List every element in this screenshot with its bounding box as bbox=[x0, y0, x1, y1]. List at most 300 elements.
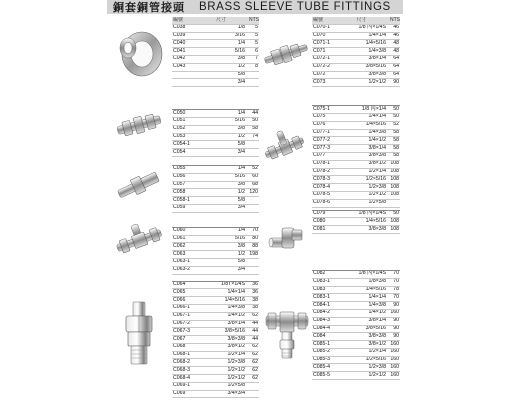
table-row bbox=[172, 320, 259, 328]
part-size: 1/8 內×1/4S bbox=[336, 24, 389, 32]
table-row bbox=[312, 341, 400, 349]
part-code: C072-1 bbox=[312, 55, 336, 63]
table-row bbox=[312, 176, 400, 184]
part-size: 1/4×3/8 bbox=[196, 304, 248, 312]
part-nts: 46 bbox=[389, 24, 400, 32]
part-code: C061 bbox=[172, 235, 196, 243]
part-nts: 80 bbox=[248, 235, 259, 243]
table-row bbox=[172, 266, 259, 274]
table-row bbox=[172, 367, 259, 375]
part-code: C050 bbox=[172, 110, 196, 118]
part-size: 3/4 bbox=[196, 204, 248, 212]
part-size: 3/8 bbox=[196, 181, 248, 189]
table-row bbox=[312, 137, 400, 145]
part-nts: 58 bbox=[248, 125, 259, 133]
part-size: 5/16 bbox=[196, 48, 248, 56]
table-row bbox=[312, 24, 400, 32]
part-size: 3/8×1/2 bbox=[336, 341, 389, 349]
table-row bbox=[172, 110, 259, 118]
spacer-cell bbox=[312, 233, 400, 270]
part-code: C055 bbox=[172, 165, 196, 173]
table-row bbox=[172, 351, 259, 359]
part-nts: 60 bbox=[248, 173, 259, 181]
part-size: 3/8×5/16 bbox=[336, 325, 389, 333]
male-connector-icon bbox=[115, 168, 163, 202]
part-size: 1/2×1/2 bbox=[336, 191, 389, 199]
table-row bbox=[172, 149, 259, 157]
table-row bbox=[172, 181, 259, 189]
part-code: C051 bbox=[172, 117, 196, 125]
table-row bbox=[312, 40, 400, 48]
part-size: 1/4×1/4 bbox=[336, 32, 389, 40]
part-code: C083 bbox=[312, 286, 336, 294]
table-row bbox=[312, 325, 400, 333]
part-code: C041 bbox=[172, 48, 196, 56]
part-size: 1/2×5/8 bbox=[196, 382, 248, 390]
table-row bbox=[172, 32, 259, 40]
part-nts: 44 bbox=[248, 320, 259, 328]
part-size: 1/8 內×1/4 bbox=[336, 106, 389, 114]
part-code: C040 bbox=[172, 40, 196, 48]
part-nts bbox=[248, 79, 259, 87]
table-row bbox=[312, 63, 400, 71]
table-row bbox=[312, 218, 400, 226]
left-fittings-table bbox=[172, 17, 259, 398]
part-code: C067-1 bbox=[172, 312, 196, 320]
straight-union-icon bbox=[115, 110, 163, 140]
part-nts bbox=[248, 71, 259, 79]
part-nts bbox=[248, 390, 259, 398]
header-code: 編號 bbox=[312, 17, 336, 24]
table-row bbox=[172, 382, 259, 390]
part-code: C058 bbox=[172, 189, 196, 197]
table-row bbox=[172, 390, 259, 398]
part-size: 1/8 bbox=[196, 24, 248, 32]
male-connector-picture bbox=[115, 168, 163, 202]
part-code: C085-4 bbox=[312, 364, 336, 372]
table-row bbox=[172, 312, 259, 320]
straight-union-picture bbox=[115, 110, 163, 140]
part-nts: 198 bbox=[249, 250, 258, 257]
part-nts: 64 bbox=[389, 63, 400, 71]
part-nts: 5 bbox=[248, 24, 259, 32]
part-code: C078-1 bbox=[312, 160, 336, 168]
header-size: 尺寸 bbox=[196, 17, 248, 24]
part-size: 1/2×1/2 bbox=[336, 372, 389, 380]
part-code: C059 bbox=[172, 204, 196, 212]
part-nts: 160 bbox=[390, 363, 399, 370]
table-row bbox=[172, 359, 259, 367]
part-nts bbox=[389, 199, 400, 207]
part-size: 3/8×1/4 bbox=[336, 55, 389, 63]
part-code: C066 bbox=[172, 297, 196, 305]
table-row bbox=[172, 55, 259, 63]
part-code: C066-1 bbox=[172, 304, 196, 312]
part-size: 1/4×3/8 bbox=[336, 302, 389, 310]
part-nts: 62 bbox=[248, 343, 259, 351]
table-row bbox=[312, 191, 400, 199]
table-row bbox=[172, 189, 259, 197]
tee-union-icon bbox=[114, 222, 164, 258]
part-code: C068 bbox=[172, 343, 196, 351]
part-code: C063 bbox=[172, 251, 196, 259]
part-nts: 62 bbox=[248, 351, 259, 359]
part-code: C085-3 bbox=[312, 356, 336, 364]
block-spacer bbox=[312, 87, 400, 106]
table-row bbox=[172, 281, 259, 289]
table-row bbox=[312, 121, 400, 129]
part-code: C063-2 bbox=[172, 266, 196, 274]
part-nts: 50 bbox=[389, 113, 400, 121]
part-code: C078-2 bbox=[312, 168, 336, 176]
spacer-cell bbox=[172, 87, 259, 110]
table-row bbox=[172, 243, 259, 251]
part-size: 5/16 bbox=[196, 235, 248, 243]
spacer-cell bbox=[172, 212, 259, 227]
part-size: 1/4 bbox=[196, 110, 248, 118]
branch-tee-icon bbox=[262, 126, 310, 166]
table-header-row bbox=[312, 17, 400, 24]
male-elbow-picture bbox=[264, 304, 310, 370]
part-nts: 58 bbox=[389, 145, 400, 153]
table-row bbox=[312, 210, 400, 218]
table-row bbox=[312, 184, 400, 192]
spacer-cell bbox=[172, 274, 259, 281]
part-nts: 160 bbox=[390, 348, 399, 355]
part-nts: 50 bbox=[248, 117, 259, 125]
table-row bbox=[312, 55, 400, 63]
part-nts: 44 bbox=[248, 328, 259, 336]
part-code: C068-1 bbox=[172, 351, 196, 359]
part-nts: 62 bbox=[248, 375, 259, 383]
spacer-cell bbox=[312, 87, 400, 106]
part-nts: 90 bbox=[389, 79, 400, 87]
part-code: C085-1 bbox=[312, 341, 336, 349]
part-nts: 36 bbox=[248, 281, 259, 289]
part-code: C053 bbox=[172, 133, 196, 141]
part-size: 1/4×5/16 bbox=[336, 121, 389, 129]
block-spacer bbox=[172, 274, 259, 281]
title-chinese: 銅套銅管接頭 bbox=[113, 1, 185, 14]
table-row bbox=[312, 79, 400, 87]
part-nts: 58 bbox=[389, 129, 400, 137]
table-row bbox=[312, 145, 400, 153]
part-size: 3/8×1/2 bbox=[336, 160, 389, 168]
part-size: 3/4 bbox=[196, 149, 248, 157]
title-english: BRASS SLEEVE TUBE FITTINGS bbox=[199, 1, 391, 13]
tee-union-picture bbox=[114, 222, 164, 258]
table-row bbox=[172, 336, 259, 344]
part-code: C063-1 bbox=[172, 258, 196, 266]
table-row bbox=[312, 364, 400, 372]
part-code: C054 bbox=[172, 149, 196, 157]
part-size: 3/4 bbox=[196, 79, 248, 87]
part-nts: 160 bbox=[390, 309, 399, 316]
part-size: 1/4×5/16 bbox=[336, 218, 389, 226]
part-nts: 58 bbox=[389, 137, 400, 145]
part-code: C073 bbox=[312, 79, 336, 87]
part-size: 3/8 bbox=[196, 55, 248, 63]
part-size: 1/2 bbox=[196, 133, 248, 141]
part-code: C068-4 bbox=[172, 375, 196, 383]
part-code: C084 bbox=[312, 333, 336, 341]
part-size: 1/2×5/16 bbox=[336, 356, 389, 364]
part-nts: 44 bbox=[248, 336, 259, 344]
part-code: C085-5 bbox=[312, 372, 336, 380]
part-size: 3/8×1/4 bbox=[196, 320, 248, 328]
table-row bbox=[312, 294, 400, 302]
table-row bbox=[312, 71, 400, 79]
part-nts: 6 bbox=[248, 48, 259, 56]
part-nts: 90 bbox=[389, 302, 400, 310]
part-code: C069-1 bbox=[172, 382, 196, 390]
spacer-cell bbox=[172, 156, 259, 165]
table-row bbox=[312, 199, 400, 207]
part-size: 1/2×3/8 bbox=[196, 359, 248, 367]
part-size: 3/8×5/16 bbox=[336, 63, 389, 71]
table-row bbox=[312, 309, 400, 317]
table-row bbox=[312, 106, 400, 114]
part-size: 1/2×5/16 bbox=[336, 176, 389, 184]
part-code: C070-1 bbox=[312, 24, 336, 32]
part-code: C043 bbox=[172, 63, 196, 71]
block-spacer bbox=[312, 233, 400, 270]
table-row bbox=[172, 141, 259, 149]
table-row bbox=[172, 40, 259, 48]
part-code: C064 bbox=[172, 281, 196, 289]
table-row bbox=[172, 63, 259, 71]
part-code: C077-3 bbox=[312, 145, 336, 153]
part-nts: 48 bbox=[389, 40, 400, 48]
part-code: C058-1 bbox=[172, 197, 196, 205]
table-row bbox=[172, 197, 259, 205]
table-row bbox=[312, 333, 400, 341]
part-code: C072-2 bbox=[312, 63, 336, 71]
part-code: C084-4 bbox=[312, 325, 336, 333]
header-nts: NTS bbox=[390, 17, 400, 23]
table-row bbox=[172, 375, 259, 383]
part-size: 1/4 bbox=[196, 165, 248, 173]
part-size: 1/2×3/8 bbox=[336, 364, 389, 372]
table-row bbox=[312, 348, 400, 356]
sleeve-ring-picture bbox=[112, 24, 164, 80]
part-code: C071-1 bbox=[312, 40, 336, 48]
part-code: C078-4 bbox=[312, 184, 336, 192]
part-code: C084-2 bbox=[312, 309, 336, 317]
part-nts: 64 bbox=[389, 71, 400, 79]
elbow-union-picture bbox=[266, 224, 306, 256]
part-nts: 44 bbox=[248, 110, 259, 118]
part-nts: 108 bbox=[390, 168, 399, 175]
table-row bbox=[312, 226, 400, 234]
part-code: C084-1 bbox=[312, 302, 336, 310]
table-row bbox=[312, 32, 400, 40]
part-size: 3/8×1/4 bbox=[336, 145, 389, 153]
part-code: C067-3 bbox=[172, 328, 196, 336]
hex-adapter-icon bbox=[120, 300, 158, 368]
part-size: 1/4×5/16 bbox=[336, 40, 389, 48]
part-nts: 70 bbox=[389, 278, 400, 286]
table-row bbox=[312, 372, 400, 380]
part-nts: 74 bbox=[248, 133, 259, 141]
part-nts bbox=[248, 149, 259, 157]
part-nts: 108 bbox=[390, 160, 399, 167]
table-row bbox=[312, 317, 400, 325]
table-row bbox=[312, 160, 400, 168]
part-nts: 5 bbox=[248, 32, 259, 40]
part-code: C071 bbox=[312, 48, 336, 56]
part-size: 3/8×5/16 bbox=[196, 328, 248, 336]
part-size: 3/8×1/4 bbox=[336, 317, 389, 325]
part-code: C075-1 bbox=[312, 106, 336, 114]
part-size: 1/4×5/16 bbox=[336, 286, 389, 294]
part-code bbox=[172, 79, 196, 87]
part-code: C077-1 bbox=[312, 129, 336, 137]
part-nts: 5 bbox=[248, 40, 259, 48]
part-size: 3/8 bbox=[196, 125, 248, 133]
part-nts: 120 bbox=[249, 188, 258, 195]
part-code: C079 bbox=[312, 210, 336, 218]
part-nts: 64 bbox=[389, 55, 400, 63]
part-nts: 108 bbox=[390, 191, 399, 198]
sleeve-ring-icon bbox=[112, 24, 164, 80]
part-code: C067 bbox=[172, 336, 196, 344]
table-row bbox=[172, 48, 259, 56]
part-size: 1/8 內×1/4S bbox=[336, 210, 389, 218]
table-row bbox=[172, 251, 259, 259]
part-code: C052 bbox=[172, 125, 196, 133]
table-row bbox=[172, 125, 259, 133]
part-code: C068-3 bbox=[172, 367, 196, 375]
part-nts: 46 bbox=[389, 32, 400, 40]
part-code: C083-1 bbox=[312, 294, 336, 302]
reducing-union-icon bbox=[262, 38, 310, 70]
part-code: C085-2 bbox=[312, 348, 336, 356]
part-size: 1/8×3/8 bbox=[336, 278, 389, 286]
branch-tee-picture bbox=[262, 126, 310, 166]
part-nts: 108 bbox=[390, 217, 399, 224]
block-spacer bbox=[172, 87, 259, 110]
part-size: 1/4 bbox=[196, 40, 248, 48]
part-size: 1/8T×1/4S bbox=[196, 281, 248, 289]
part-size: 1/2×1/4 bbox=[336, 348, 389, 356]
part-size: 1/4×1/4 bbox=[336, 294, 389, 302]
part-code: C078-5 bbox=[312, 191, 336, 199]
part-size: 1/4×1/2 bbox=[336, 309, 389, 317]
part-size: 1/2×1/4 bbox=[336, 168, 389, 176]
part-nts: 38 bbox=[248, 297, 259, 305]
part-size: 3/8×3/8 bbox=[336, 71, 389, 79]
table-row bbox=[172, 328, 259, 336]
table-row bbox=[312, 356, 400, 364]
part-code: C068-2 bbox=[172, 359, 196, 367]
part-nts bbox=[248, 197, 259, 205]
elbow-union-icon bbox=[266, 224, 306, 256]
right-fittings-table bbox=[312, 17, 400, 380]
part-nts: 68 bbox=[248, 181, 259, 189]
part-code: C069 bbox=[172, 390, 196, 398]
part-size: 1/4×5/16 bbox=[196, 297, 248, 305]
part-code: C081 bbox=[312, 226, 336, 234]
part-size: 3/16 bbox=[196, 32, 248, 40]
table-row bbox=[172, 235, 259, 243]
part-nts: 70 bbox=[389, 294, 400, 302]
part-code: C067-2 bbox=[172, 320, 196, 328]
part-size: 1/2×1/4 bbox=[196, 351, 248, 359]
part-nts: 88 bbox=[248, 243, 259, 251]
part-nts: 160 bbox=[390, 371, 399, 378]
part-size: 1/4×1/2 bbox=[336, 137, 389, 145]
table-row bbox=[312, 278, 400, 286]
part-code: C077-2 bbox=[312, 137, 336, 145]
part-code: C078-6 bbox=[312, 199, 336, 207]
part-size: 3/8×3/8 bbox=[336, 333, 389, 341]
part-code: C072 bbox=[312, 71, 336, 79]
header-code: 編號 bbox=[172, 17, 196, 24]
hex-adapter-picture bbox=[120, 300, 158, 368]
part-size: 1/8 內×1/4S bbox=[336, 270, 389, 278]
part-code: C077 bbox=[312, 152, 336, 160]
part-size: 3/8 bbox=[196, 243, 248, 251]
part-nts: 160 bbox=[390, 356, 399, 363]
table-row bbox=[172, 79, 259, 87]
part-nts: 78 bbox=[389, 286, 400, 294]
part-code: C080 bbox=[312, 218, 336, 226]
block-spacer bbox=[172, 212, 259, 227]
part-nts bbox=[248, 204, 259, 212]
part-nts bbox=[248, 258, 259, 266]
part-nts: 108 bbox=[390, 183, 399, 190]
part-nts: 52 bbox=[389, 121, 400, 129]
part-nts bbox=[248, 266, 259, 274]
part-nts bbox=[248, 382, 259, 390]
table-header-row bbox=[172, 17, 259, 24]
table-row bbox=[312, 286, 400, 294]
part-size: 3/8×3/8 bbox=[336, 226, 389, 234]
table-row bbox=[172, 258, 259, 266]
part-size: 1/4×1/2 bbox=[196, 312, 248, 320]
table-row bbox=[172, 133, 259, 141]
part-nts: 108 bbox=[390, 175, 399, 182]
table-row bbox=[312, 152, 400, 160]
page-header bbox=[107, 0, 403, 14]
part-size: 1/4×3/8 bbox=[336, 48, 389, 56]
table-row bbox=[312, 270, 400, 278]
part-nts: 62 bbox=[248, 312, 259, 320]
part-nts: 38 bbox=[248, 304, 259, 312]
part-code: C054-1 bbox=[172, 141, 196, 149]
part-code: C076 bbox=[312, 121, 336, 129]
part-size: 3/4×3/4 bbox=[196, 390, 248, 398]
table-row bbox=[172, 289, 259, 297]
table-row bbox=[312, 302, 400, 310]
table-row bbox=[172, 204, 259, 212]
part-code: C042 bbox=[172, 55, 196, 63]
part-size: 3/8×3/8 bbox=[336, 152, 389, 160]
table-row bbox=[172, 165, 259, 173]
part-nts: 48 bbox=[389, 48, 400, 56]
header-nts: NTS bbox=[249, 17, 259, 23]
part-size: 1/2×1/2 bbox=[196, 367, 248, 375]
part-nts: 52 bbox=[248, 165, 259, 173]
part-size: 1/4×1/4 bbox=[336, 113, 389, 121]
part-size: 1/2×3/8 bbox=[336, 184, 389, 192]
part-size: 5/8 bbox=[196, 197, 248, 205]
table-row bbox=[312, 113, 400, 121]
part-nts: 90 bbox=[389, 325, 400, 333]
part-size: 3/8×3/8 bbox=[196, 336, 248, 344]
part-nts: 36 bbox=[248, 289, 259, 297]
